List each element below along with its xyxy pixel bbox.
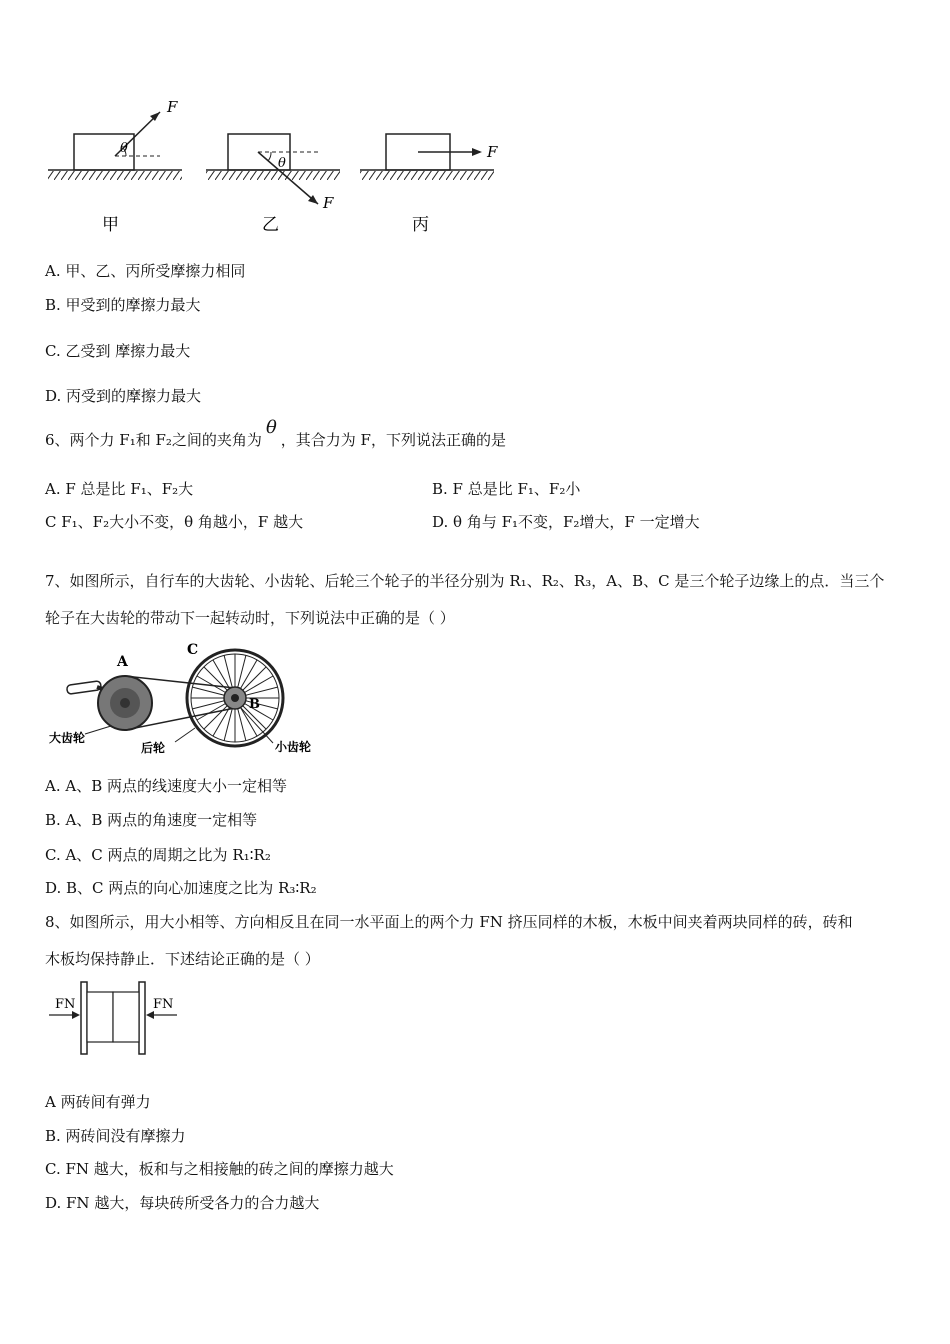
- q8-stem-line1: 8、如图所示，用大小相等、方向相反且在同一水平面上的两个力 FN 挤压同样的木板，木板中间夹着两块同样的砖，砖和: [45, 913, 853, 931]
- angle-label: θ: [278, 156, 286, 171]
- q5-option-c: C. 乙受到 摩擦力最大: [45, 342, 191, 360]
- label-bing: 丙: [412, 215, 429, 235]
- q5-option-d: D. 丙受到的摩擦力最大: [45, 387, 202, 405]
- q8-stem-line2: 木板均保持静止．下述结论正确的是（ ）: [45, 950, 320, 968]
- diagram-bing: [360, 134, 498, 180]
- rear-wheel: [187, 650, 283, 746]
- label-yi: 乙: [262, 215, 279, 235]
- q6-option-a: A. F 总是比 F₁、F₂大: [45, 480, 194, 498]
- point-b-label: B: [249, 697, 260, 712]
- q5-option-b: B. 甲受到的摩擦力最大: [45, 296, 201, 314]
- q8-option-c: C. FN 越大，板和与之相接触的砖之间的摩擦力越大: [45, 1160, 394, 1178]
- q6-theta: θ: [265, 417, 277, 438]
- point-a-label: A: [117, 654, 128, 670]
- force-left-label: FN: [55, 997, 76, 1012]
- q6-stem: [45, 417, 506, 450]
- q7-stem-line1: 7、如图所示，自行车的大齿轮、小齿轮、后轮三个轮子的半径分别为 R₁、R₂、R₃，A、B、C 是三个轮子边缘上的点．当三个: [45, 572, 885, 590]
- diagram-yi: [206, 134, 340, 212]
- q6-option-b: B. F 总是比 F₁、F₂小: [432, 480, 581, 498]
- point-c-label: C: [187, 642, 199, 658]
- small-gear-label: 小齿轮: [275, 740, 312, 754]
- force-label: F: [323, 194, 334, 212]
- big-gear-label: 大齿轮: [49, 731, 86, 745]
- q7-option-c: C. A、C 两点的周期之比为 R₁∶R₂: [45, 846, 271, 864]
- q7-option-d: D. B、C 两点的向心加速度之比为 R₃∶R₂: [45, 879, 317, 897]
- bicycle-gear-figure: [45, 638, 335, 763]
- label-jia: 甲: [102, 215, 119, 235]
- q6-option-d: D. θ 角与 F₁不变，F₂增大，F 一定增大: [432, 513, 700, 531]
- q7-stem-line2: 轮子在大齿轮的带动下一起转动时，下列说法中正确的是（ ）: [45, 609, 455, 627]
- force-label: F: [167, 98, 178, 116]
- q7-option-a: A. A、B 两点的线速度大小一定相等: [45, 777, 287, 795]
- rear-wheel-label: 后轮: [141, 741, 166, 755]
- q6-stem-pre: 6、两个力 F₁和 F₂之间的夹角为: [45, 431, 262, 449]
- force-label: F: [487, 143, 498, 161]
- q7-option-b: B. A、B 两点的角速度一定相等: [45, 811, 258, 829]
- q6-stem-post: ，其合力为 F，下列说法正确的是: [280, 431, 506, 449]
- angle-label: θ: [120, 141, 128, 156]
- diagram-jia: [48, 98, 182, 180]
- bricks-boards-figure: [45, 980, 185, 1060]
- q8-option-d: D. FN 越大，每块砖所受各力的合力越大: [45, 1194, 320, 1212]
- q5-option-a: A. 甲、乙、丙所受摩擦力相同: [45, 262, 246, 280]
- q8-option-b: B. 两砖间没有摩擦力: [45, 1127, 186, 1145]
- force-right-label: FN: [153, 997, 174, 1012]
- q8-option-a: A 两砖间有弹力: [45, 1093, 151, 1111]
- q6-option-c: C F₁、F₂大小不变，θ 角越小，F 越大: [45, 513, 304, 531]
- friction-figure: [40, 90, 520, 250]
